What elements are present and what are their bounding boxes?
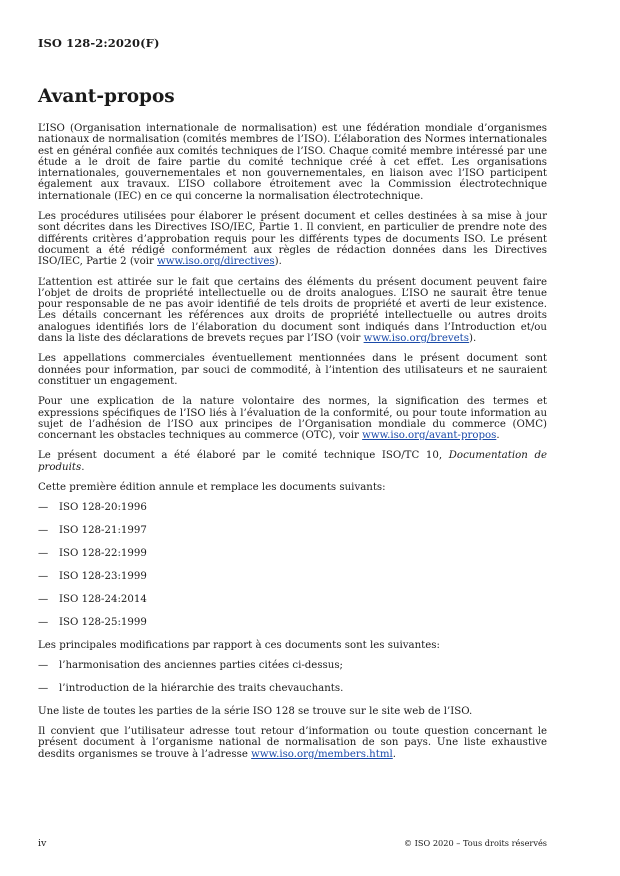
list-dash: —: [38, 570, 49, 582]
paragraph-edition: Cette première édition annule et remplace les documents suivants:: [38, 482, 386, 494]
list-dash: —: [38, 548, 49, 560]
directives-link[interactable]: www.iso.org/directives: [157, 256, 275, 268]
list-dash: —: [38, 682, 49, 694]
list-item-text: ISO 128-25:1999: [59, 616, 147, 628]
paragraph-text: .: [392, 748, 397, 760]
copyright-notice: © ISO 2020 – Tous droits réservés: [403, 838, 547, 848]
list-item-text: l’introduction de la hiérarchie des traits chevauchants.: [59, 682, 344, 694]
paragraph-text: Pour une explication de la nature volontaire des normes, la signification des termes et expressions spécifiques de l’ISO liés à l’évaluation de la conformité, ou pour toute information au sujet de l’adhésion de l’ISO aux principes de l’Organisation mondiale du commerce (OMC) concernant les obstacles techniques au commerce (OTC), voir: [38, 396, 547, 442]
paragraph-iso-intro: L’ISO (Organisation internationale de normalisation) est une fédération mondiale d’organismes nationaux de normalisation (comités membres de l’ISO). L’élaboration des Normes internationales est en général confiée aux comités techniques de l’ISO. Chaque comité membre intéressé par une étude a le droit de faire partie du comité technique créé à cet effet. Les organisations internationales, gouvernementales et non gouvernementales, en liaison avec l’ISO participent également aux travaux. L’ISO collabore étroitement avec la Commission électrotechnique internationale (IEC) en ce qui concerne la normalisation électrotechnique.: [38, 123, 547, 202]
list-item-text: ISO 128-21:1997: [59, 525, 147, 537]
paragraph-text: ).: [274, 256, 282, 268]
paragraph-modifications-intro: Les principales modifications par rapport à ces documents sont les suivantes:: [38, 639, 440, 651]
list-item: [38, 502, 547, 513]
paragraph-series-list: Une liste de toutes les parties de la série ISO 128 se trouve sur le site web de l’ISO.: [38, 705, 473, 717]
list-item: [38, 683, 547, 694]
list-item-text: ISO 128-23:1999: [59, 570, 147, 582]
list-item-text: l’harmonisation des anciennes parties citées ci-dessus;: [59, 659, 343, 671]
list-item: [38, 571, 547, 582]
paragraph-text: L’attention est attirée sur le fait que certains des éléments du présent document peuvent faire l’objet de droits de propriété intellectuelle ou de droits analogues. L’ISO ne saurait être tenue pour responsable de ne pas avoir identifié de tels droits de propriété et averti de leur existence. Les détails concernant les références aux droits de propriété intellectuelle ou autres droits analogues identifiés lors de l’élaboration du document sont indiqués dans l’Introduction et/ou dans la liste des déclarations de brevets reçues par l’ISO (voir: [38, 276, 547, 345]
paragraph-text: Le présent document a été élaboré par le comité technique ISO/TC 10,: [38, 450, 449, 462]
list-dash: —: [38, 525, 49, 537]
foreword-body: [38, 123, 547, 769]
list-dash: —: [38, 502, 49, 514]
paragraph-feedback: [38, 726, 547, 760]
paragraph-text: ).: [468, 333, 477, 345]
list-item: [38, 660, 547, 671]
paragraph-committee: [38, 450, 547, 473]
paragraph-text: .: [81, 461, 85, 473]
list-dash: —: [38, 616, 49, 628]
list-dash: —: [38, 593, 49, 605]
document-id: ISO 128-2:2020(F): [38, 36, 160, 50]
foreword-link[interactable]: www.iso.org/avant-propos: [362, 430, 497, 442]
list-item-text: ISO 128-24:2014: [59, 593, 147, 605]
members-link[interactable]: www.iso.org/members.html: [251, 748, 393, 760]
paragraph-text: Il convient que l’utilisateur adresse tout retour d’information ou toute question concernant le présent document à l’organisme national de normalisation de son pays. Une liste exhaustive desdits organismes se trouve à l’adresse: [38, 726, 547, 760]
list-item: [38, 548, 547, 559]
replaced-docs-list: [38, 502, 547, 628]
patents-link[interactable]: www.iso.org/brevets: [363, 333, 469, 345]
paragraph-patents: [38, 277, 547, 345]
page-number: iv: [38, 838, 47, 849]
committee-title: Documentation de produits: [38, 450, 547, 473]
paragraph-trade-names: Les appellations commerciales éventuellement mentionnées dans le présent document sont données pour information, par souci de commodité, à l’intention des utilisateurs et ne sauraient constituer un engagement.: [38, 353, 547, 387]
list-item-text: ISO 128-20:1996: [59, 502, 147, 514]
list-item: [38, 594, 547, 605]
list-dash: —: [38, 659, 49, 671]
paragraph-voluntary-nature: [38, 396, 547, 441]
list-item: [38, 525, 547, 536]
list-item: [38, 617, 547, 628]
section-title: Avant-propos: [38, 86, 175, 107]
paragraph-text: .: [496, 430, 500, 442]
paragraph-procedures: [38, 211, 547, 267]
list-item-text: ISO 128-22:1999: [59, 548, 147, 560]
paragraph-text: Les procédures utilisées pour élaborer le présent document et celles destinées à sa mise à jour sont décrites dans les Directives ISO/IEC, Partie 1. Il convient, en particulier de prendre note des différents critères d’approbation requis pour les différents types de documents ISO. Le présent document a été rédigé conformément aux règles de rédaction données dans les Directives ISO/IEC, Partie 2 (voir: [38, 211, 547, 268]
modifications-list: [38, 660, 547, 694]
